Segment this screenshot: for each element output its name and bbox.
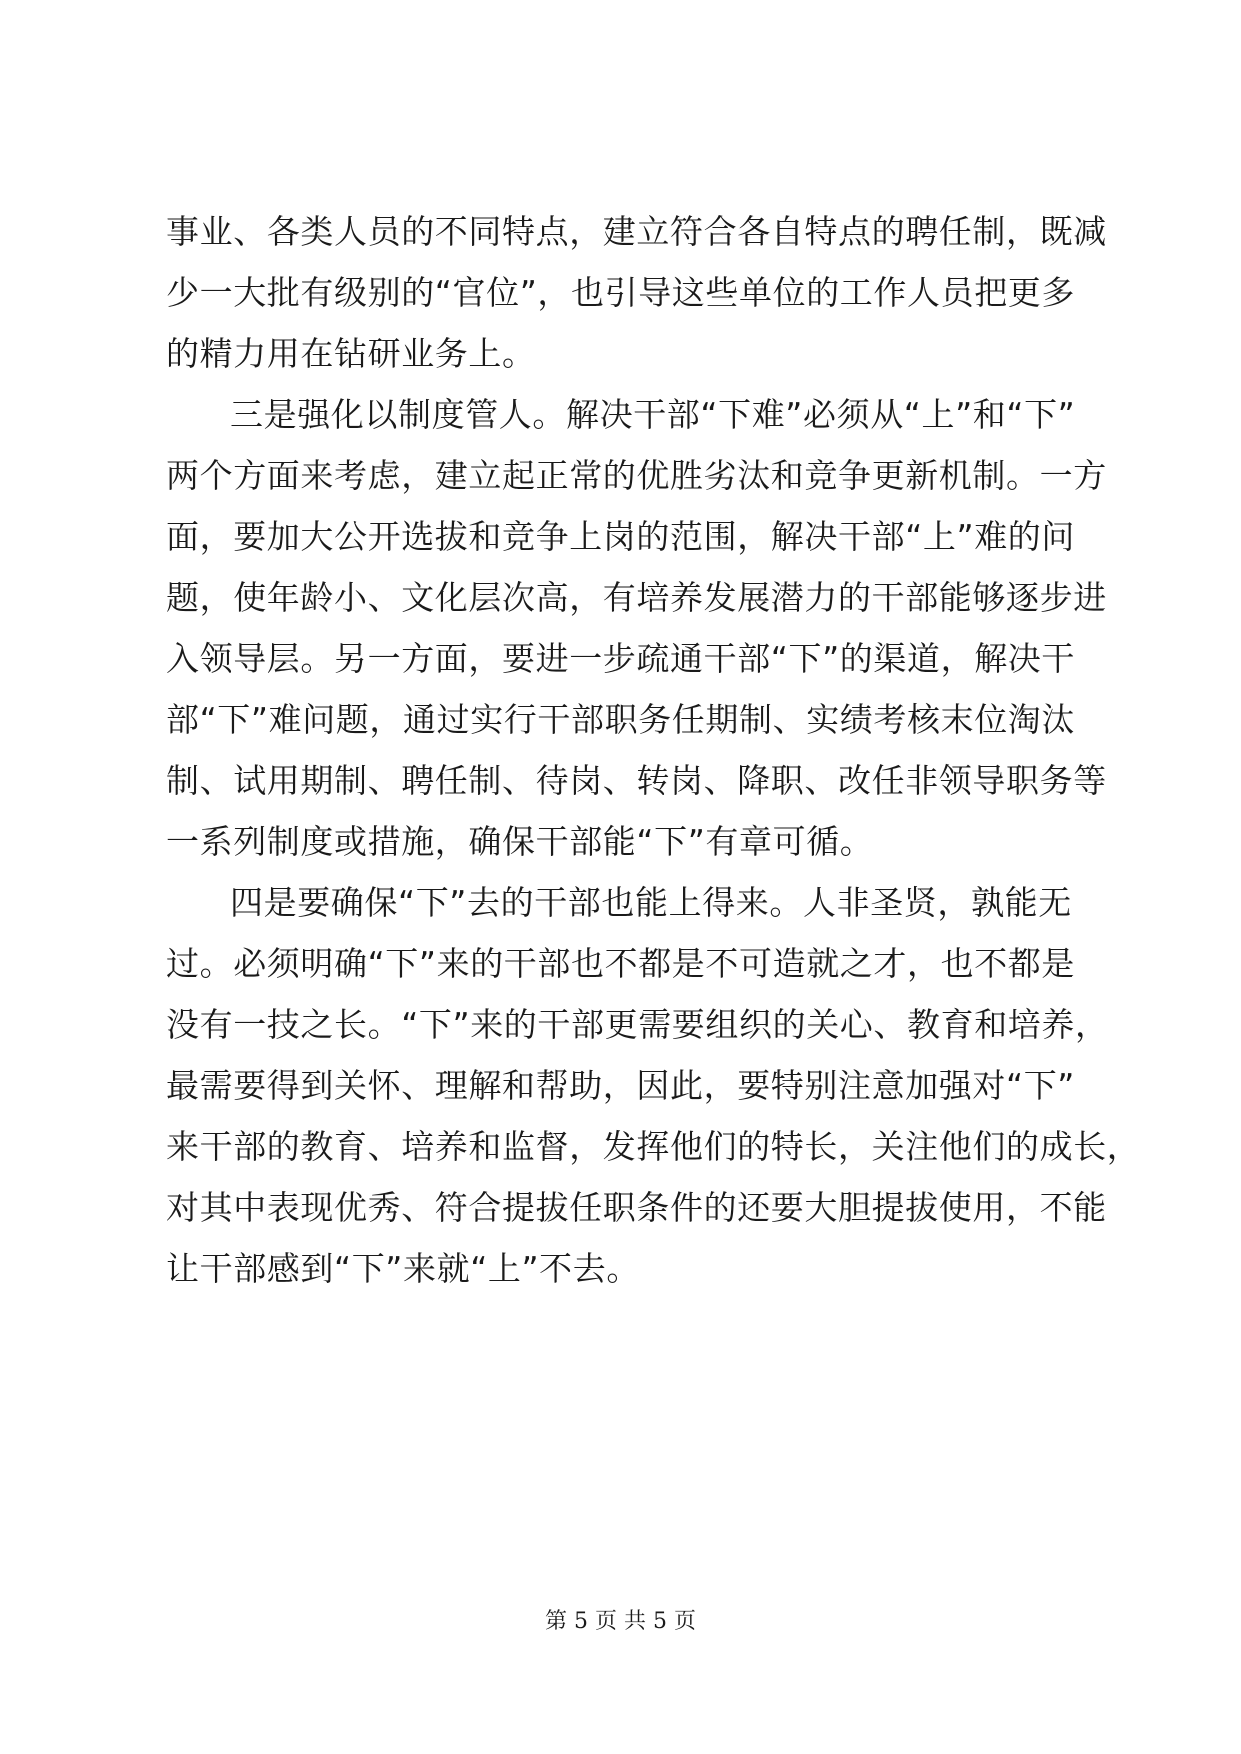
text-line: 题，使年龄小、文化层次高，有培养发展潜力的干部能够逐步进 (166, 578, 1107, 617)
paragraph-start-line: 四是要确保“下”去的干部也能上得来。人非圣贤，孰能无 (230, 883, 1072, 922)
text-line: 事业、各类人员的不同特点，建立符合各自特点的聘任制，既减 (166, 212, 1107, 251)
paragraph-start-line: 三是强化以制度管人。解决干部“下难”必须从“上”和“下” (230, 395, 1076, 434)
text-line: 少一大批有级别的“官位”，也引导这些单位的工作人员把更多 (166, 273, 1075, 312)
text-line: 对其中表现优秀、符合提拔任职条件的还要大胆提拔使用，不能 (166, 1188, 1107, 1227)
text-line: 的精力用在钻研业务上。 (166, 334, 536, 373)
text-line: 部“下”难问题，通过实行干部职务任期制、实绩考核末位淘汰 (166, 700, 1075, 739)
text-line: 来干部的教育、培养和监督，发挥他们的特长，关注他们的成长， (166, 1127, 1141, 1166)
text-line: 入领导层。另一方面，要进一步疏通干部“下”的渠道，解决干 (166, 639, 1075, 678)
text-line: 没有一技之长。“下”来的干部更需要组织的关心、教育和培养， (166, 1005, 1109, 1044)
text-line: 一系列制度或措施，确保干部能“下”有章可循。 (166, 822, 874, 861)
text-line: 两个方面来考虑，建立起正常的优胜劣汰和竞争更新机制。一方 (166, 456, 1107, 495)
text-line: 面，要加大公开选拔和竞争上岗的范围，解决干部“上”难的问 (166, 517, 1075, 556)
text-line: 最需要得到关怀、理解和帮助，因此，要特别注意加强对“下” (166, 1066, 1075, 1105)
page-number-footer: 第 5 页 共 5 页 (545, 1609, 696, 1634)
text-line: 制、试用期制、聘任制、待岗、转岗、降职、改任非领导职务等 (166, 761, 1107, 800)
text-line: 过。必须明确“下”来的干部也不都是不可造就之才，也不都是 (166, 944, 1075, 983)
text-line: 让干部感到“下”来就“上”不去。 (166, 1249, 640, 1288)
